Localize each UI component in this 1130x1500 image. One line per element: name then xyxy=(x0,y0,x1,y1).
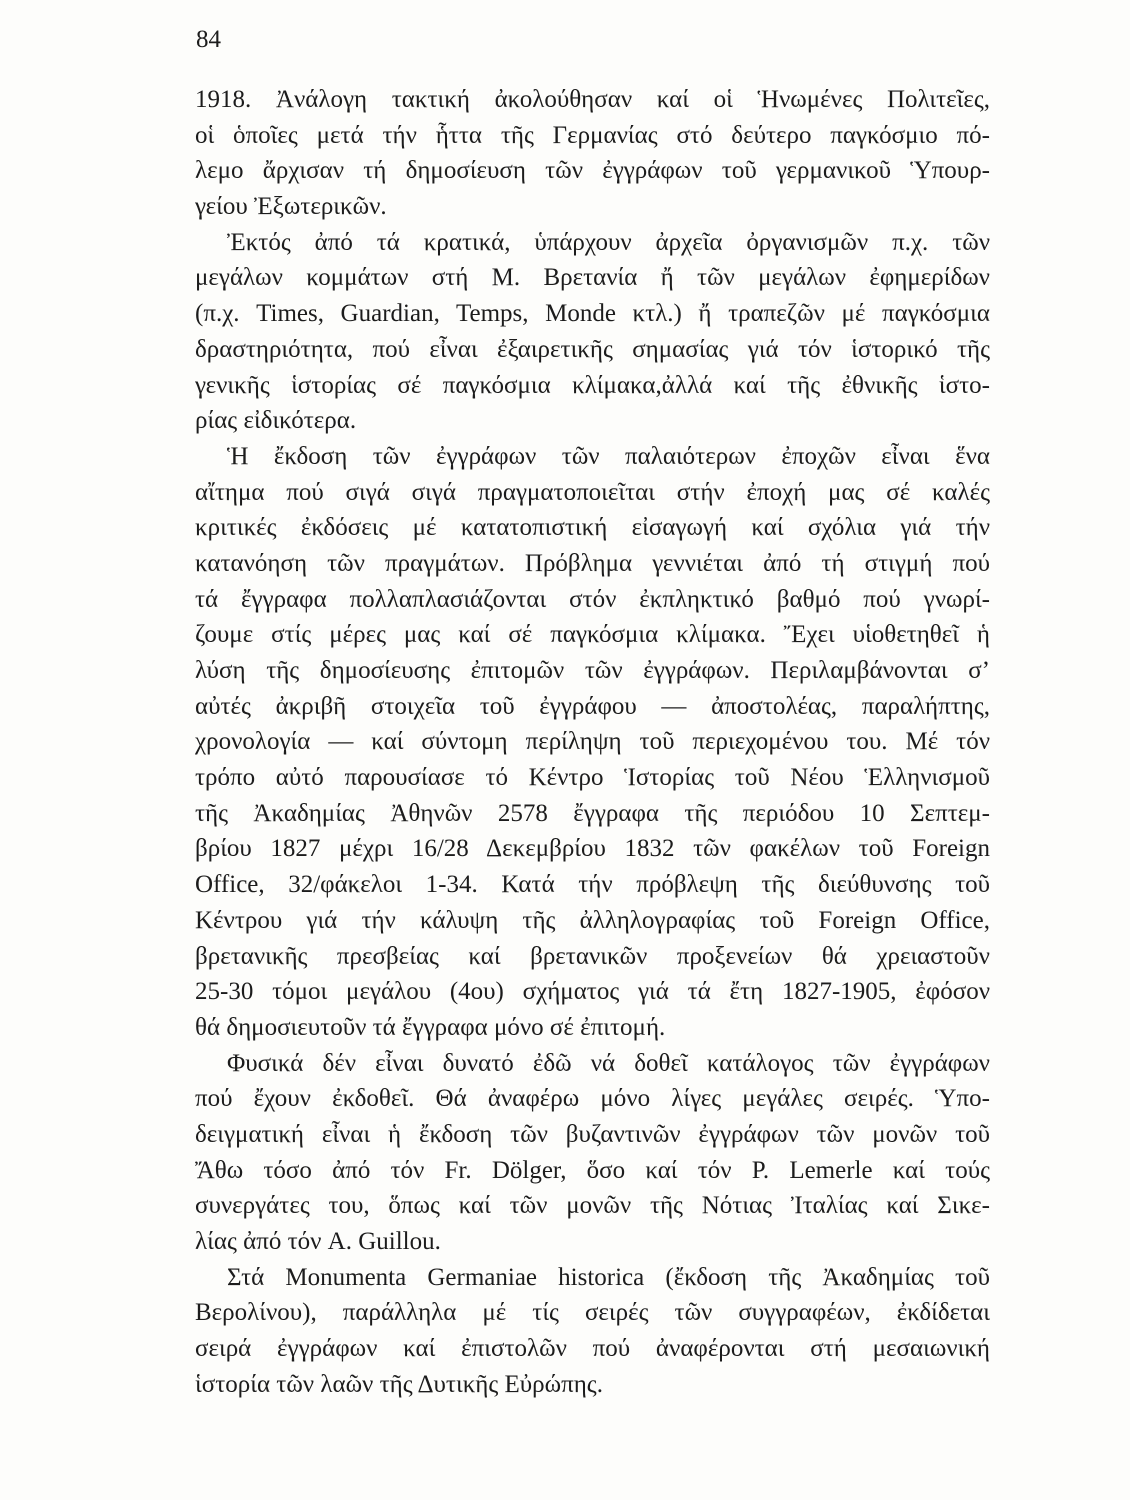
text-line: λεμο ἄρχισαν τή δημοσίευση τῶν ἐγγράφων τοῦ γερμανικοῦ Ὑπουρ- xyxy=(195,157,990,185)
text-line: τῆς Ἀκαδημίας Ἀθηνῶν 2578 ἔγγραφα τῆς περιόδου 10 Σεπτεμ- xyxy=(195,799,990,827)
text-line: Ἐκτός ἀπό τά κρατικά, ὑπάρχουν ἀρχεῖα ὀργανισμῶν π.χ. τῶν xyxy=(227,228,990,256)
text-line: βρετανικῆς πρεσβείας καί βρετανικῶν προξενείων θά χρειαστοῦν xyxy=(195,942,990,970)
text-line: σειρά ἐγγράφων καί ἐπιστολῶν πού ἀναφέρονται στή μεσαιωνική xyxy=(195,1335,990,1363)
text-line: γείου Ἐξωτερικῶν. xyxy=(195,193,387,221)
text-line: Ἡ ἔκδοση τῶν ἐγγράφων τῶν παλαιότερων ἐποχῶν εἶναι ἕνα xyxy=(227,442,990,470)
text-line: ρίας εἰδικότερα. xyxy=(195,407,357,435)
paragraph-1 xyxy=(195,82,990,225)
text-line: αἴτημα πού σιγά σιγά πραγματοποιεῖται στήν ἐποχή μας σέ καλές xyxy=(195,478,990,506)
text-line: τά ἔγγραφα πολλαπλασιάζονται στόν ἐκπληκτικό βαθμό πού γνωρί- xyxy=(195,585,990,613)
text-line: δραστηριότητα, πού εἶναι ἐξαιρετικῆς σημασίας γιά τόν ἱστορικό τῆς xyxy=(195,335,990,363)
text-line: κατανόηση τῶν πραγμάτων. Πρόβλημα γεννιέται ἀπό τή στιγμή πού xyxy=(195,549,990,577)
text-line: Φυσικά δέν εἶναι δυνατό ἐδῶ νά δοθεῖ κατάλογος τῶν ἐγγράφων xyxy=(227,1049,990,1077)
text-line: μεγάλων κομμάτων στή Μ. Βρετανία ἤ τῶν μεγάλων ἐφημερίδων xyxy=(195,264,990,292)
page-number: 84 xyxy=(196,26,221,53)
text-line: Office, 32/φάκελοι 1-34. Κατά τήν πρόβλεψη τῆς διεύθυνσης τοῦ xyxy=(195,871,990,899)
paragraph-4 xyxy=(195,1046,990,1260)
paragraph-5 xyxy=(195,1260,990,1403)
text-line: κριτικές ἐκδόσεις μέ κατατοπιστική εἰσαγωγή καί σχόλια γιά τήν xyxy=(195,514,990,542)
text-line: Κέντρου γιά τήν κάλυψη τῆς ἀλληλογραφίας τοῦ Foreign Office, xyxy=(195,906,990,934)
text-line: λύση τῆς δημοσίευσης ἐπιτομῶν τῶν ἐγγράφων. Περιλαμβάνονται σ’ xyxy=(195,657,990,684)
text-line: (π.χ. Times, Guardian, Temps, Monde κτλ.) ἤ τραπεζῶν μέ παγκόσμια xyxy=(195,300,990,328)
text-line: χρονολογία — καί σύντομη περίληψη τοῦ περιεχομένου του. Μέ τόν xyxy=(195,728,990,756)
text-line: Στά Monumenta Germaniae historica (ἔκδοση τῆς Ἀκαδημίας τοῦ xyxy=(227,1263,990,1291)
text-line: γενικῆς ἱστορίας σέ παγκόσμια κλίμακα,ἀλλά καί τῆς ἐθνικῆς ἱστο- xyxy=(195,371,990,399)
text-line: βρίου 1827 μέχρι 16/28 Δεκεμβρίου 1832 τῶν φακέλων τοῦ Foreign xyxy=(195,835,990,863)
text-line: τρόπο αὐτό παρουσίασε τό Κέντρο Ἱστορίας τοῦ Νέου Ἑλληνισμοῦ xyxy=(195,764,990,792)
text-line: οἱ ὁποῖες μετά τήν ἧττα τῆς Γερμανίας στό δεύτερο παγκόσμιο πό- xyxy=(195,121,990,149)
text-line: ἱστορία τῶν λαῶν τῆς Δυτικῆς Εὐρώπης. xyxy=(195,1370,603,1398)
text-line: Ἄθω τόσο ἀπό τόν Fr. Dölger, ὅσο καί τόν P. Lemerle καί τούς xyxy=(195,1156,990,1184)
paragraph-3 xyxy=(195,439,990,1046)
body-text xyxy=(195,82,990,1402)
text-line: ζουμε στίς μέρες μας καί σέ παγκόσμια κλίμακα. Ἔχει υἱοθετηθεῖ ἡ xyxy=(195,621,990,649)
text-line: 25-30 τόμοι μεγάλου (4ου) σχήματος γιά τά ἔτη 1827-1905, ἐφόσον xyxy=(195,978,990,1006)
text-line: θά δημοσιευτοῦν τά ἔγγραφα μόνο σέ ἐπιτομή. xyxy=(195,1013,666,1041)
text-line: 1918. Ἀνάλογη τακτική ἀκολούθησαν καί οἱ Ἡνωμένες Πολιτεῖες, xyxy=(195,86,990,113)
text-line: Βερολίνου), παράλληλα μέ τίς σειρές τῶν συγγραφέων, ἐκδίδεται xyxy=(195,1299,990,1327)
text-line: λίας ἀπό τόν A. Guillou. xyxy=(195,1228,441,1255)
text-line: συνεργάτες του, ὅπως καί τῶν μονῶν τῆς Νότιας Ἰταλίας καί Σικε- xyxy=(195,1192,990,1220)
text-line: πού ἔχουν ἐκδοθεῖ. Θά ἀναφέρω μόνο λίγες μεγάλες σειρές. Ὑπο- xyxy=(195,1085,990,1113)
text-line: δειγματική εἶναι ἡ ἔκδοση τῶν βυζαντινῶν ἐγγράφων τῶν μονῶν τοῦ xyxy=(195,1120,990,1148)
text-line: αὐτές ἀκριβῆ στοιχεῖα τοῦ ἐγγράφου — ἀποστολέας, παραλήπτης, xyxy=(195,692,990,720)
paragraph-2 xyxy=(195,225,990,439)
